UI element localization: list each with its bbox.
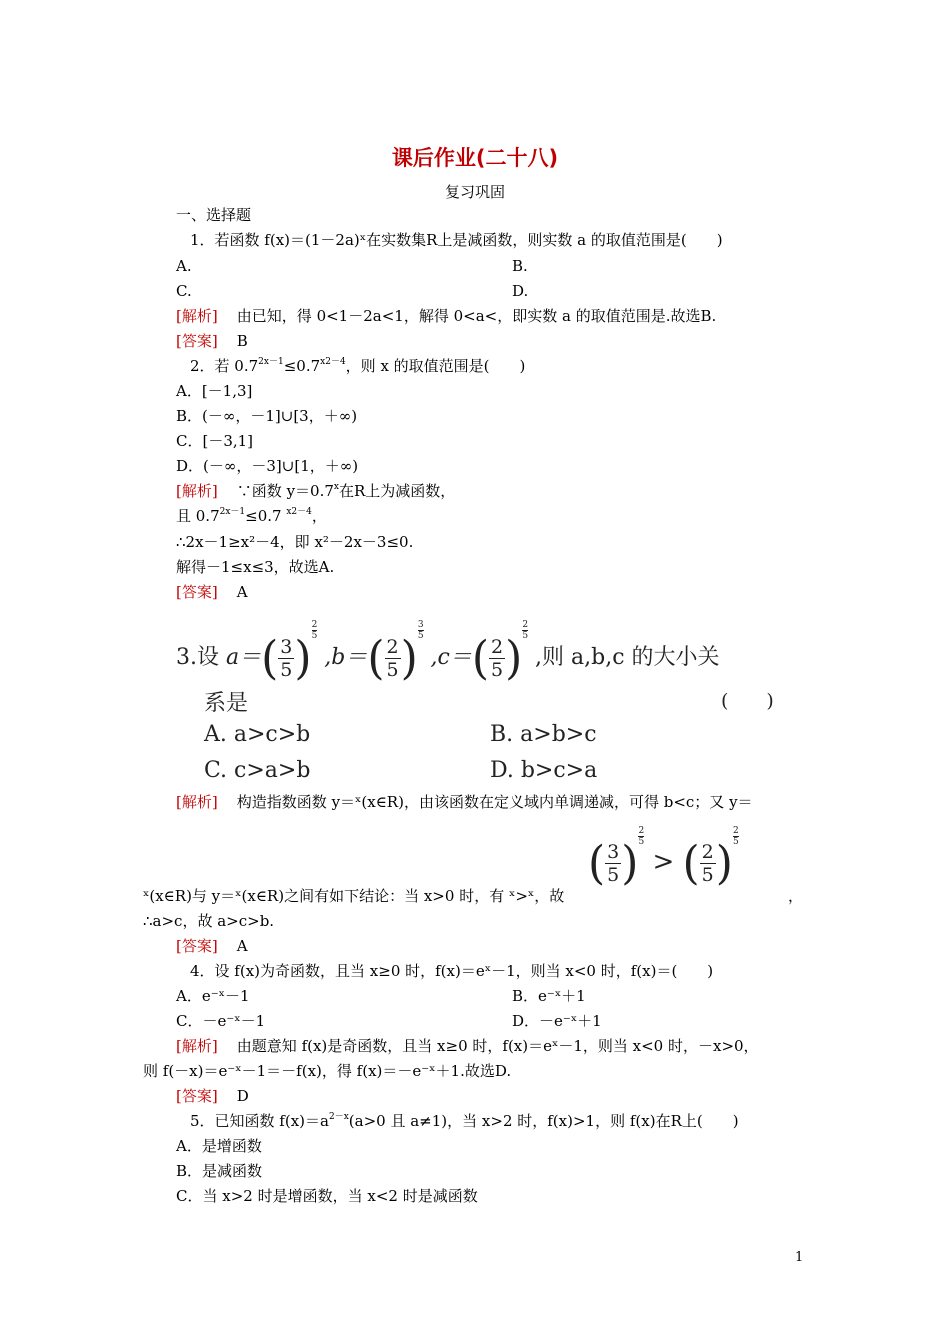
q3-analysis-2-end: ， [788, 887, 804, 905]
q1-option-b: B. [512, 257, 528, 275]
analysis-tag: [解析] [176, 1037, 218, 1055]
q2-option-a: A．[－1,3] [176, 382, 253, 400]
q3-b-exp-den: 5 [417, 631, 424, 641]
q3-analysis-2: ˣ(x∈R)与 y＝ˣ(x∈R)之间有如下结论：当 x>0 时，有 ˣ>ˣ，故 [143, 887, 565, 905]
q3-answer [176, 936, 248, 956]
q2-analysis-1-pre: ∵函数 y＝0.7 [236, 482, 334, 500]
q2-answer-value: A [236, 583, 248, 601]
q3-a-label: a＝ [226, 645, 262, 670]
analysis-tag: [解析] [176, 307, 218, 325]
q4-answer-value: D [236, 1087, 249, 1105]
q2-analysis-3: ∴2x－1≥x²－4，即 x²－2x－3≤0. [176, 533, 414, 551]
q3-analysis-1 [176, 792, 753, 812]
q1-analysis [176, 306, 716, 326]
q3-option-c: C. c>a>b [204, 758, 311, 783]
q1-answer [176, 331, 248, 351]
q3-tail: ,则 a,b,c 的大小关 [535, 645, 720, 670]
q2-analysis-2 [176, 506, 327, 526]
q3-b-label: ,b＝ [324, 645, 368, 670]
q3-option-d: D. b>c>a [490, 758, 598, 783]
q2-answer [176, 582, 248, 602]
q4-option-c: C．－e⁻ˣ－1 [176, 1012, 266, 1030]
q1-option-d: D. [512, 282, 529, 300]
q2-exp-2: x2－4 [320, 357, 346, 367]
q1-option-c: C. [176, 282, 192, 300]
q4-analysis-1 [176, 1036, 759, 1056]
q2-stem [190, 356, 525, 376]
q2-analysis-2-exp2: x2－4 [286, 507, 312, 517]
q3-paren: ( ) [721, 690, 774, 712]
q5-stem-pre: 5．已知函数 f(x)＝a [190, 1112, 329, 1130]
q3-a-num: 3 [280, 635, 293, 658]
q3-ineq-exp-num-2: 2 [732, 826, 739, 836]
q2-stem-mid: ≤0.7 [283, 357, 321, 375]
q3-inequality-figure: ( $\frac{3}{5}$ ) $\frac{2}{5}$ > ( $\frac{2}{5}$ ) $\frac{2}{5}$ [588, 826, 739, 890]
answer-tag: [答案] [176, 1087, 218, 1105]
q3-stem-line: 3.设 a＝( $\frac{3}{5}$ ) $\frac{2}{5} ,b=$( $\frac{2}{5}$ ) $\frac{3}{5} ,c=$( $\frac{2}{5}$ ) $\frac{2}{5}$ ,则 a,b,c 的大小关 [176, 620, 720, 685]
analysis-tag: [解析] [176, 482, 218, 500]
q2-option-b: B．(－∞，－1]∪[3，＋∞) [176, 407, 358, 425]
q3-ineq-r-den: 5 [701, 863, 714, 886]
q2-analysis-4: 解得－1≤x≤3，故选A. [176, 558, 335, 576]
q1-analysis-text: 由已知，得 0<1－2a<1，解得 0<a<，即实数 a 的取值范围是.故选B. [236, 307, 717, 325]
q3-ineq-exp-num-1: 2 [638, 826, 645, 836]
q4-option-a: A．e⁻ˣ－1 [176, 987, 250, 1005]
q4-analysis-1-text: 由题意知 f(x)是奇函数，且当 x≥0 时，f(x)＝eˣ－1，则当 x<0 时，－x>0， [236, 1037, 759, 1055]
section-heading: 一、选择题 [176, 206, 252, 224]
q2-option-c: C．[－3,1] [176, 432, 254, 450]
q3-a-den: 5 [280, 658, 293, 681]
q2-analysis-2-post: ， [311, 507, 327, 525]
q5-option-a: A．是增函数 [176, 1137, 262, 1155]
q3-a-exp-den: 5 [311, 631, 318, 641]
q3-b-exp-num: 3 [417, 620, 424, 630]
analysis-tag: [解析] [176, 793, 218, 811]
q2-analysis-1-exp: x [333, 482, 339, 492]
q3-ineq-exp-den-1: 5 [638, 837, 645, 847]
q2-stem-post: ，则 x 的取值范围是( ) [345, 357, 526, 375]
q3-analysis-3: ∴a>c，故 a>c>b. [143, 912, 275, 930]
q5-stem-exp: 2－x [328, 1112, 349, 1122]
page-number: 1 [795, 1250, 804, 1265]
q2-exp-1: 2x－1 [258, 357, 284, 367]
q3-stem-tail2: 系是 [204, 691, 249, 716]
q3-option-a: A. a>c>b [204, 722, 311, 747]
page-title: 课后作业(二十八) [391, 146, 559, 170]
answer-tag: [答案] [176, 937, 218, 955]
q1-stem: 1．若函数 f(x)＝(1－2a)ˣ在实数集R上是减函数，则实数 a 的取值范围是( ) [190, 231, 723, 249]
q2-analysis-2-mid: ≤0.7 [245, 507, 287, 525]
q3-answer-value: A [236, 937, 248, 955]
q1-answer-value: B [236, 332, 248, 350]
q3-option-b: B. a>b>c [490, 722, 597, 747]
q3-ineq-exp-den-2: 5 [732, 837, 739, 847]
q1-option-a: A. [176, 257, 192, 275]
q4-analysis-2: 则 f(－x)＝e⁻ˣ－1＝－f(x)，得 f(x)＝－e⁻ˣ＋1.故选D. [143, 1062, 512, 1080]
q3-c-exp-num: 2 [522, 620, 529, 630]
q2-stem-pre: 2．若 0.7 [190, 357, 259, 375]
q3-c-label: ,c＝ [430, 645, 472, 670]
q4-stem: 4．设 f(x)为奇函数，且当 x≥0 时，f(x)＝eˣ－1，则当 x<0 时，f(x)＝( ) [190, 962, 714, 980]
q2-analysis-1 [176, 481, 455, 501]
answer-tag: [答案] [176, 583, 218, 601]
q3-prefix: 3.设 [176, 645, 219, 670]
q3-c-num: 2 [491, 635, 504, 658]
q3-ineq-sign: > [652, 847, 675, 877]
section-subtitle: 复习巩固 [444, 183, 505, 201]
q2-analysis-1-post: 在R上为减函数， [338, 482, 456, 500]
q3-a-exp-num: 2 [311, 620, 318, 630]
q4-answer [176, 1086, 249, 1106]
q5-stem-post: (a>0 且 a≠1)，当 x>2 时，f(x)>1，则 f(x)在R上( ) [348, 1112, 739, 1130]
q5-option-c: C．当 x>2 时是增函数，当 x<2 时是减函数 [176, 1187, 478, 1205]
q3-b-den: 5 [386, 658, 399, 681]
q2-analysis-2-pre: 且 0.7 [176, 507, 220, 525]
q5-option-b: B．是减函数 [176, 1162, 263, 1180]
q3-c-den: 5 [491, 658, 504, 681]
q3-c-exp-den: 5 [522, 631, 529, 641]
q4-option-b: B．e⁻ˣ＋1 [512, 987, 586, 1005]
q3-b-num: 2 [386, 635, 399, 658]
q5-stem [190, 1111, 739, 1131]
q3-ineq-l-num: 3 [607, 840, 620, 863]
answer-tag: [答案] [176, 332, 218, 350]
q3-ineq-l-den: 5 [607, 863, 620, 886]
q3-ineq-r-num: 2 [701, 840, 714, 863]
q3-image-block [176, 620, 796, 785]
q2-analysis-2-exp1: 2x－1 [219, 507, 246, 517]
q4-option-d: D．－e⁻ˣ＋1 [512, 1012, 602, 1030]
q3-analysis-1-text: 构造指数函数 y＝ˣ(x∈R)，由该函数在定义域内单调递减，可得 b<c；又 y＝ [236, 793, 753, 811]
q2-option-d: D．(－∞，－3]∪[1，＋∞) [176, 457, 359, 475]
